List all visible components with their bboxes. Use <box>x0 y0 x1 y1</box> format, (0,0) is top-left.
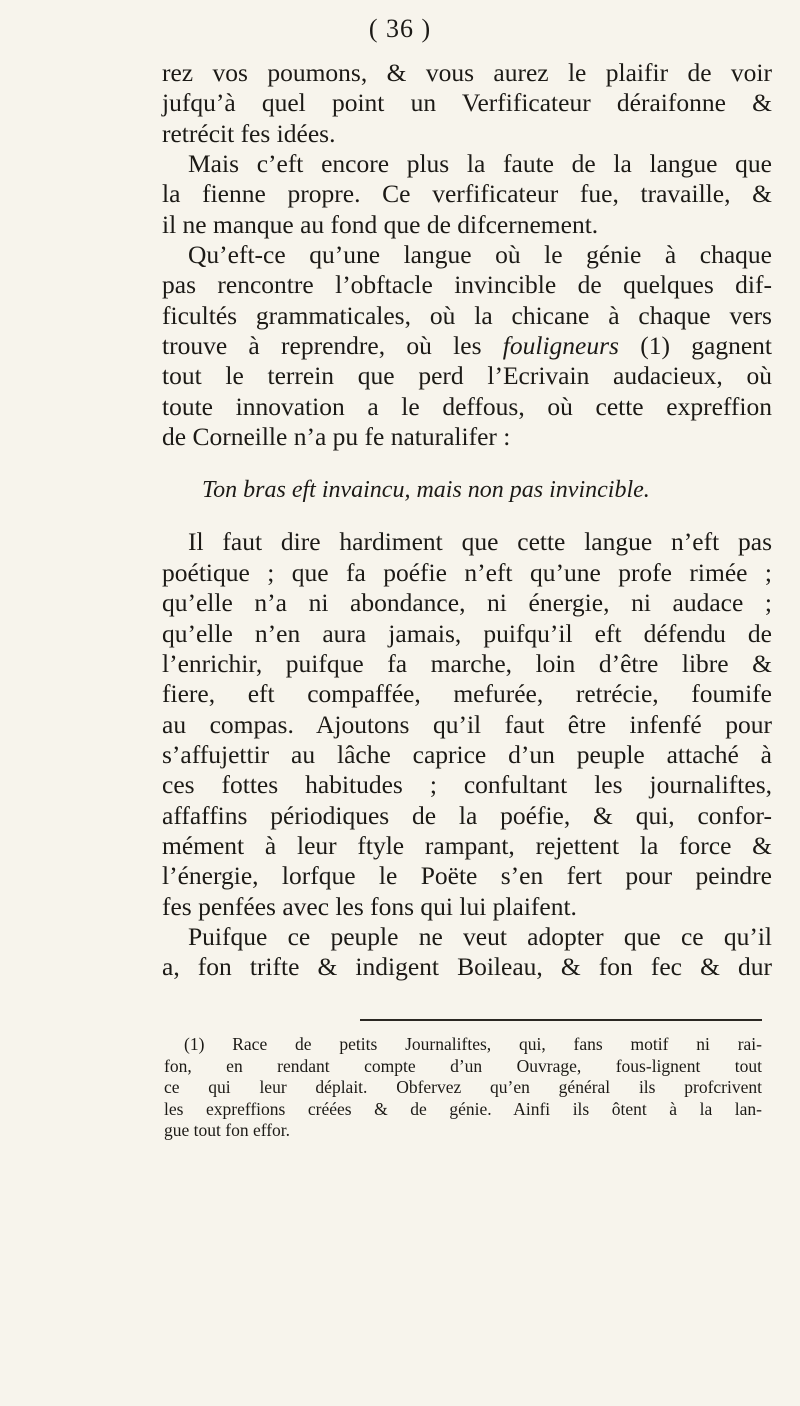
text-line: rez vos poumons, & vous aurez le plaifir de voir <box>162 58 772 87</box>
text-line: Il faut dire hardiment que cette langue n’eft pas <box>188 527 772 557</box>
text-fragment: trouve à reprendre, où les <box>162 331 482 361</box>
footnote-line: ce qui leur déplait. Obfervez qu’en général ils profcrivent <box>164 1077 762 1098</box>
text-line: au compas. Ajoutons qu’il faut être infenfé pour <box>162 709 772 739</box>
text-line: l’énergie, lorfque le Poëte s’en fert pour peindre <box>162 861 772 891</box>
text-line: qu’elle n’a ni abondance, ni énergie, ni audace ; <box>162 588 772 618</box>
text-line: a, fon trifte & indigent Boileau, & fon fec & dur <box>162 952 772 982</box>
footnote-divider <box>360 1019 762 1021</box>
text-line: Qu’eft-ce qu’une langue où le génie à chaque <box>188 240 772 270</box>
text-line: qu’elle n’en aura jamais, puifqu’il eft défendu de <box>162 618 772 648</box>
footnote-line: (1) Race de petits Journaliftes, qui, fans motif ni rai- <box>184 1034 762 1054</box>
text-line-with-emphasis <box>162 331 772 361</box>
main-text <box>162 58 772 983</box>
text-line: poétique ; que fa poéfie n’eft qu’une profe rimée ; <box>162 557 772 587</box>
text-line: Puifque ce peuple ne veut adopter que ce qu’il <box>188 921 772 951</box>
footnote-line: fon, en rendant compte d’un Ouvrage, fous-lignent tout <box>164 1055 762 1076</box>
text-line: il ne manque au fond que de difcernement. <box>162 209 599 239</box>
text-line: Mais c’eft encore plus la faute de la langue que <box>188 149 772 179</box>
text-line: pas rencontre l’obftacle invincible de quelques dif- <box>162 270 772 300</box>
text-line: fiere, eft compaffée, mefurée, retrécie, foumife <box>162 679 772 709</box>
emphasized-word: fouligneurs <box>502 331 619 361</box>
footnote-line: gue tout fon effor. <box>164 1120 291 1141</box>
text-line: affaffins périodiques de la poéfie, & qui, confor- <box>162 800 772 830</box>
footnote-line: les expreffions créées & de génie. Ainfi ils ôtent à la lan- <box>164 1098 762 1119</box>
text-line: toute innovation a le deffous, où cette expreffion <box>162 391 772 421</box>
quotation: Ton bras eft invaincu, mais non pas invincible. <box>202 477 650 504</box>
text-line: ficultés grammaticales, où la chicane à chaque vers <box>162 300 772 330</box>
text-line: fes penfées avec les fons qui lui plaifent. <box>162 891 577 921</box>
text-line: mément à leur ftyle rampant, rejettent la force & <box>162 830 772 860</box>
text-line: ces fottes habitudes ; confultant les journaliftes, <box>162 770 772 800</box>
text-line: tout le terrein que perd l’Ecrivain audacieux, où <box>162 361 772 391</box>
text-line: l’enrichir, puifque fa marche, loin d’être libre & <box>162 648 772 678</box>
text-line: retrécit fes idées. <box>162 118 336 148</box>
text-line: la fienne propre. Ce verfificateur fue, travaille, & <box>162 179 772 209</box>
text-line: de Corneille n’a pu fe naturalifer : <box>162 422 511 452</box>
text-line: jufqu’à quel point un Verfificateur déraifonne & <box>162 88 772 118</box>
text-line: s’affujettir au lâche caprice d’un peuple attaché à <box>162 739 772 769</box>
page-number: ( 36 ) <box>368 14 432 43</box>
footnote <box>164 1034 762 1142</box>
text-fragment: (1) gagnent <box>618 331 772 361</box>
